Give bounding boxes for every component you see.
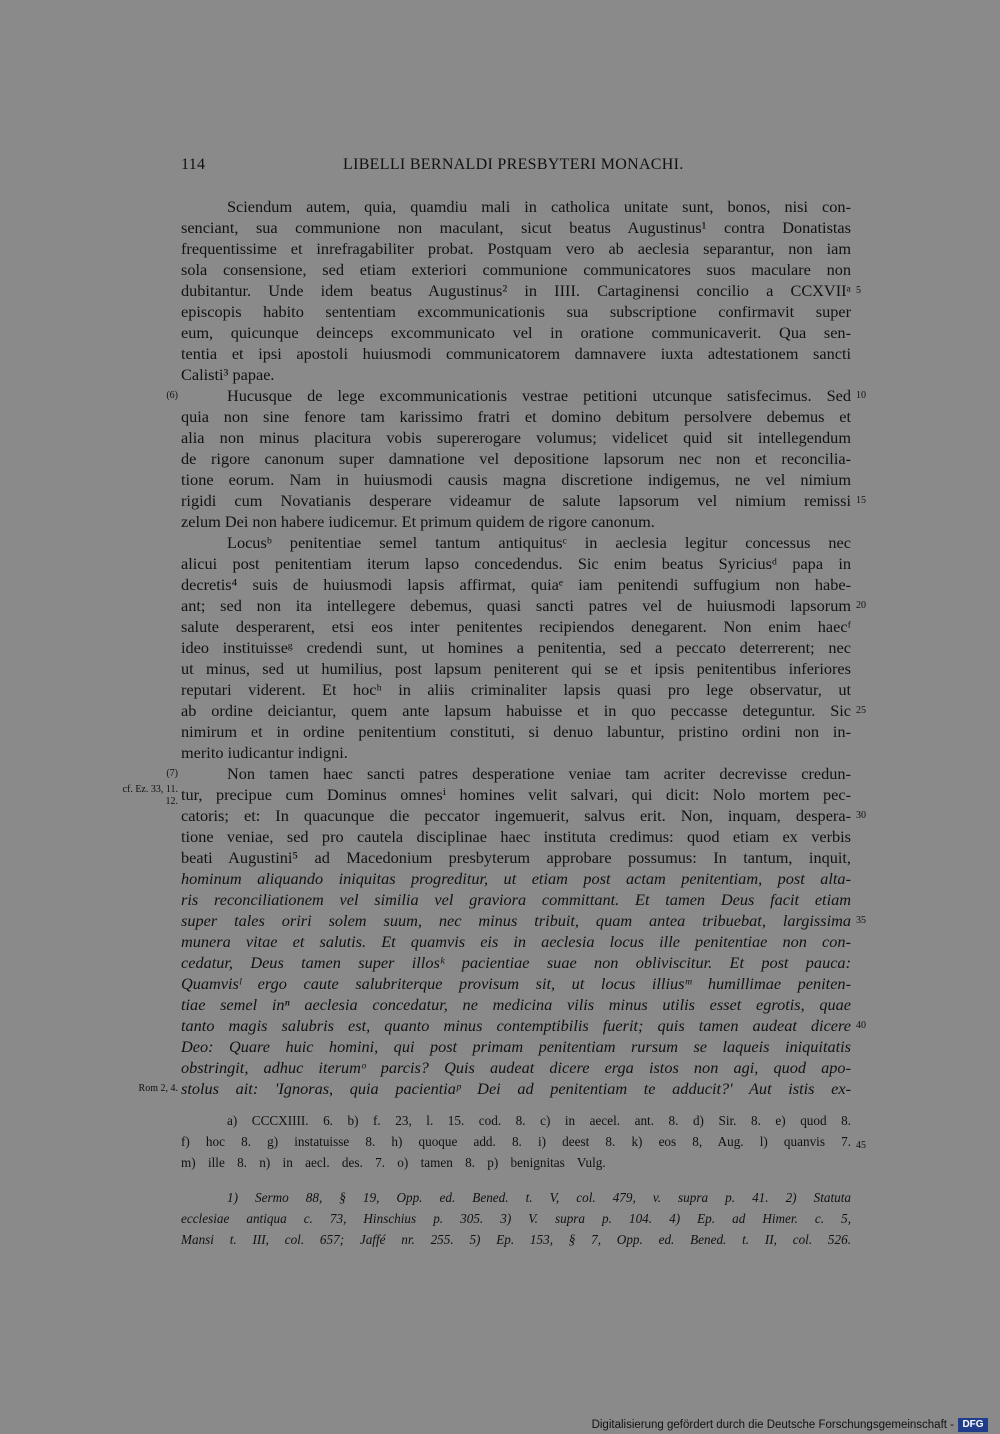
apparatus-line: f) hoc 8. g) instatuisse 8. h) quoque add. 8. i) deest 8. k) eos 8, Aug. l) quanvis 7.: [181, 1134, 851, 1149]
paragraph-number: (7): [166, 768, 178, 779]
text-line: zelum Dei non habere iudicemur. Et primum quidem de rigore canonum.: [181, 512, 655, 531]
text-line: alicui post penitentiam iterum lapso concedendus. Sic enim beatus Syriciusᵈ papa in: [181, 554, 851, 573]
line-number: 40: [856, 1020, 866, 1031]
text-line: super tales oriri solem suum, nec minus tribuit, quam antea tribuebat, largissima: [181, 911, 851, 930]
text-line: Sciendum autem, quia, quamdiu mali in catholica unitate sunt, bonos, nisi con-: [227, 197, 851, 216]
text-line: frequentissime et inrefragabiliter probat. Postquam vero ab aeclesia separantur, non iam: [181, 239, 851, 258]
text-line: tanto magis salubris est, quanto minus contemptibilis fuerit; quis tamen audeat dicere: [181, 1016, 851, 1035]
text-line: de rigore canonum super damnatione vel depositione lapsorum nec non et reconcilia-: [181, 449, 851, 468]
footnote-line: Mansi t. III, col. 657; Jaffé nr. 255. 5) Ep. 153, § 7, Opp. ed. Bened. t. II, col. 526.: [181, 1232, 851, 1247]
digitization-credit: Digitalisierung gefördert durch die Deutsche Forschungsgemeinschaft -: [591, 1419, 954, 1431]
text-line: senciant, sua communione non maculant, sicut beatus Augustinus¹ contra Donatistas: [181, 218, 851, 237]
line-number: 35: [856, 915, 866, 926]
text-line: sola consensione, sed etiam exteriori communione communicatores suos maculare non: [181, 260, 851, 279]
text-line: tione veniae, sed pro cautela disciplinae haec instituta credimus: quod etiam ex verbis: [181, 827, 851, 846]
text-line: cedatur, Deus tamen super illosᵏ pacientiae suae non obliviscitur. Et post pauca:: [181, 953, 851, 972]
text-line: ab ordine deiciantur, quem ante lapsum habuisse et in quo peccasse deteguntur. Sic: [181, 701, 851, 720]
text-line: Locusᵇ penitentiae semel tantum antiquitusᶜ in aeclesia legitur concessus nec: [227, 533, 851, 552]
line-number: 5: [856, 285, 861, 296]
text-line: rigidi cum Novatianis desperare videamur de salute lapsorum vel nimium remissi: [181, 491, 851, 510]
paragraph-number: (6): [166, 390, 178, 401]
text-line: quia non sine fenore tam karissimo fratri et domino debitum persolvere debemus et: [181, 407, 851, 426]
text-line: tione eorum. Nam in huiusmodi causis magna discretione indigemus, ne vel nimium: [181, 470, 851, 489]
text-line: beati Augustini⁵ ad Macedonium presbyterum approbare possumus: In tantum, inquit,: [181, 848, 851, 867]
footnote-line: ecclesiae antiqua c. 73, Hinschius p. 305. 3) V. supra p. 104. 4) Ep. ad Himer. c. 5,: [181, 1211, 851, 1226]
text-line: ideo instituisseᵍ credendi sunt, ut homines a penitentia, sed a peccato deterrerent; nec: [181, 638, 851, 657]
text-line: munera vitae et salutis. Et quamvis eis in aeclesia locus ille penitentiae non con-: [181, 932, 851, 951]
page-header: [181, 156, 851, 180]
text-line: tiae semel inⁿ aeclesia concedatur, ne medicina vilis minus utilis esset egrotis, quae: [181, 995, 851, 1014]
text-line: merito iudicantur indigni.: [181, 743, 348, 762]
text-line: stolus ait: 'Ignoras, quia pacientiaᵖ Dei ad penitentiam te adducit?' Aut istis ex-: [181, 1079, 851, 1098]
text-line: tentia et ipsi apostoli huiusmodi communicatorem damnavere iuxta adtestationem sancti: [181, 344, 851, 363]
text-line: decretis⁴ suis de huiusmodi lapsis affirmat, quiaᵉ iam penitendi suffugium non habe-: [181, 575, 851, 594]
running-title: LIBELLI BERNALDI PRESBYTERI MONACHI.: [343, 156, 684, 173]
text-line: Deo: Quare huic homini, qui post primam penitentiam rursum se laqueis iniquitatis: [181, 1037, 851, 1056]
footnote-line: 1) Sermo 88, § 19, Opp. ed. Bened. t. V, col. 479, v. supra p. 41. 2) Statuta: [227, 1190, 851, 1205]
text-line: episcopis habito sententiam excommunicationis sua subscriptione confirmavit super: [181, 302, 851, 321]
text-line: dubitantur. Unde idem beatus Augustinus² in IIII. Cartaginensi concilio a CCXVIIᵃ: [181, 281, 851, 300]
text-line: Quamvisˡ ergo caute salubriterque provisum sit, ut locus illiusᵐ humillimae peniten-: [181, 974, 851, 993]
text-line: alia non minus placitura vobis supererogare volumus; videlicet quid sit intellegendum: [181, 428, 851, 447]
line-number: 25: [856, 705, 866, 716]
text-line: Non tamen haec sancti patres desperatione veniae tam acriter decrevisse credun-: [227, 764, 851, 783]
text-line: eum, quicunque deinceps excommunicato vel in oratione communicaverit. Qua sen-: [181, 323, 851, 342]
dfg-logo: DFG: [958, 1418, 988, 1432]
text-line: hominum aliquando iniquitas progreditur, ut etiam post actam penitentiam, post alta-: [181, 869, 851, 888]
marginal-reference: Rom 2, 4.: [138, 1083, 178, 1094]
text-line: catoris; et: In quacunque die peccator ingemuerit, salvus erit. Non, inquam, despera-: [181, 806, 851, 825]
text-line: ant; sed non ita intellegere debemus, quasi sancti patres vel de huiusmodi lapsorum: [181, 596, 851, 615]
text-line: Calisti³ papae.: [181, 365, 275, 384]
marginal-reference: cf. Ez. 33, 11. 12.: [122, 784, 178, 807]
text-line: tur, precipue cum Dominus omnesⁱ homines velit salvari, qui dicit: Nolo mortem pec-: [181, 785, 851, 804]
apparatus-line: a) CCCXIIII. 6. b) f. 23, l. 15. cod. 8. c) in aecel. ant. 8. d) Sir. 8. e) quod 8.: [227, 1113, 851, 1128]
line-number: 45: [856, 1140, 866, 1151]
text-line: ris reconciliationem vel similia vel graviora committant. Et tamen Deus facit etiam: [181, 890, 851, 909]
page-number: 114: [181, 156, 206, 173]
line-number: 30: [856, 810, 866, 821]
apparatus-line: m) ille 8. n) in aecl. des. 7. o) tamen 8. p) benignitas Vulg.: [181, 1155, 606, 1170]
line-number: 10: [856, 390, 866, 401]
line-number: 20: [856, 600, 866, 611]
line-number: 15: [856, 495, 866, 506]
text-line: nimirum et in ordine penitentium constituti, si denuo labuntur, pristino ordini non in-: [181, 722, 851, 741]
text-line: reputari viderent. Et hocʰ in aliis criminaliter lapsis quasi pro lege observatur, ut: [181, 680, 851, 699]
text-line: obstringit, adhuc iterumᵒ parcis? Quis audeat dicere erga istos non agi, quod apo-: [181, 1058, 851, 1077]
text-line: Hucusque de lege excommunicationis vestrae petitioni utcunque satisfecimus. Sed: [227, 386, 851, 405]
text-line: salute desperarent, etsi eos inter penitentes recipiendos denegarent. Non enim haecᶠ: [181, 617, 851, 636]
text-line: ut minus, sed ut humilius, post lapsum peniterent qui se et ipsis penitentibus inferiores: [181, 659, 851, 678]
